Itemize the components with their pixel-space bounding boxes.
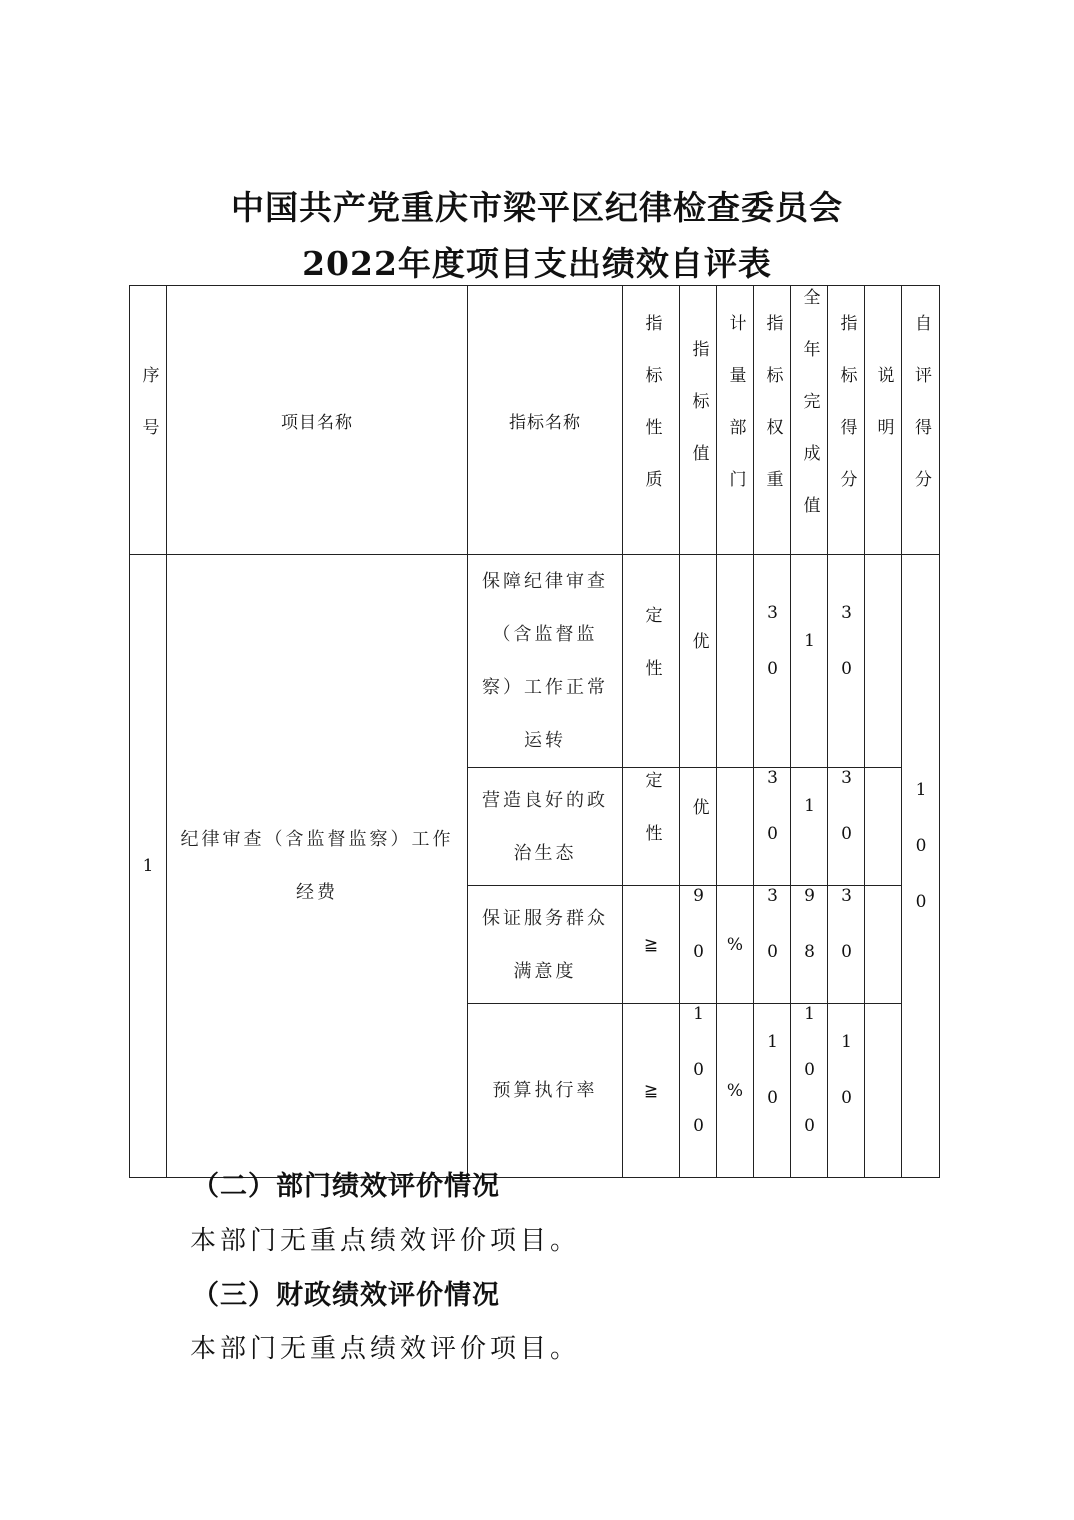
indicator-weight-cell: 30 [754, 555, 791, 768]
row-seq: 1 [130, 555, 167, 1178]
indicator-value-cell: 90 [680, 886, 717, 1004]
indicator-note-cell [865, 1004, 902, 1178]
header-score: 指标得分 [828, 286, 865, 555]
indicator-note-cell [865, 886, 902, 1004]
header-indicator-nature: 指标性质 [623, 286, 680, 555]
indicator-weight-cell: 30 [754, 886, 791, 1004]
indicator-score-cell: 30 [828, 555, 865, 768]
performance-table [129, 285, 940, 1178]
table-header-row [130, 286, 940, 555]
indicator-name-cell: 营造良好的政治生态 [468, 768, 623, 886]
self-score-cell: 100 [902, 555, 940, 1178]
header-note: 说明 [865, 286, 902, 555]
project-name-cell: 纪律审查（含监督监察）工作经费 [167, 555, 468, 1178]
indicator-nature-cell: ≧ [623, 1004, 680, 1178]
header-indicator-name: 指标名称 [468, 286, 623, 555]
header-weight: 指标权重 [754, 286, 791, 555]
indicator-actual-cell: 1 [791, 768, 828, 886]
indicator-score-cell: 10 [828, 1004, 865, 1178]
indicator-value-cell: 优 [680, 768, 717, 886]
header-self-score: 自评得分 [902, 286, 940, 555]
indicator-value-cell: 优 [680, 555, 717, 768]
indicator-unit-cell [717, 555, 754, 768]
document-title-line1: 中国共产党重庆市梁平区纪律检查委员会 [231, 188, 843, 227]
indicator-actual-cell: 98 [791, 886, 828, 1004]
indicator-nature-cell: 定性 [623, 768, 680, 886]
indicator-actual-cell: 100 [791, 1004, 828, 1178]
indicator-weight-cell: 10 [754, 1004, 791, 1178]
indicator-unit-cell: % [717, 886, 754, 1004]
document-title-line2: 2022年度项目支出绩效自评表 [302, 244, 772, 283]
indicator-actual-cell: 1 [791, 555, 828, 768]
header-project-name: 项目名称 [167, 286, 468, 555]
section-body-dept-evaluation: 本部门无重点绩效评价项目。 [190, 1226, 581, 1256]
header-actual: 全年完成值 [791, 286, 828, 555]
header-seq: 序号 [130, 286, 167, 555]
indicator-nature-cell: 定性 [623, 555, 680, 768]
indicator-note-cell [865, 555, 902, 768]
indicator-weight-cell: 30 [754, 768, 791, 886]
indicator-name-cell: 预算执行率 [468, 1004, 623, 1178]
indicator-note-cell [865, 768, 902, 886]
indicator-nature-cell: ≧ [623, 886, 680, 1004]
indicator-name-cell: 保障纪律审查（含监督监察）工作正常运转 [468, 555, 623, 768]
header-indicator-value: 指标值 [680, 286, 717, 555]
indicator-value-cell: 100 [680, 1004, 717, 1178]
indicator-score-cell: 30 [828, 768, 865, 886]
indicator-unit-cell: % [717, 1004, 754, 1178]
header-unit: 计量部门 [717, 286, 754, 555]
table-row [130, 555, 940, 768]
section-heading-finance-evaluation: （三）财政绩效评价情况 [192, 1280, 500, 1311]
section-heading-dept-evaluation: （二）部门绩效评价情况 [192, 1171, 500, 1202]
indicator-name-cell: 保证服务群众满意度 [468, 886, 623, 1004]
indicator-unit-cell [717, 768, 754, 886]
section-body-finance-evaluation: 本部门无重点绩效评价项目。 [190, 1334, 581, 1364]
indicator-score-cell: 30 [828, 886, 865, 1004]
